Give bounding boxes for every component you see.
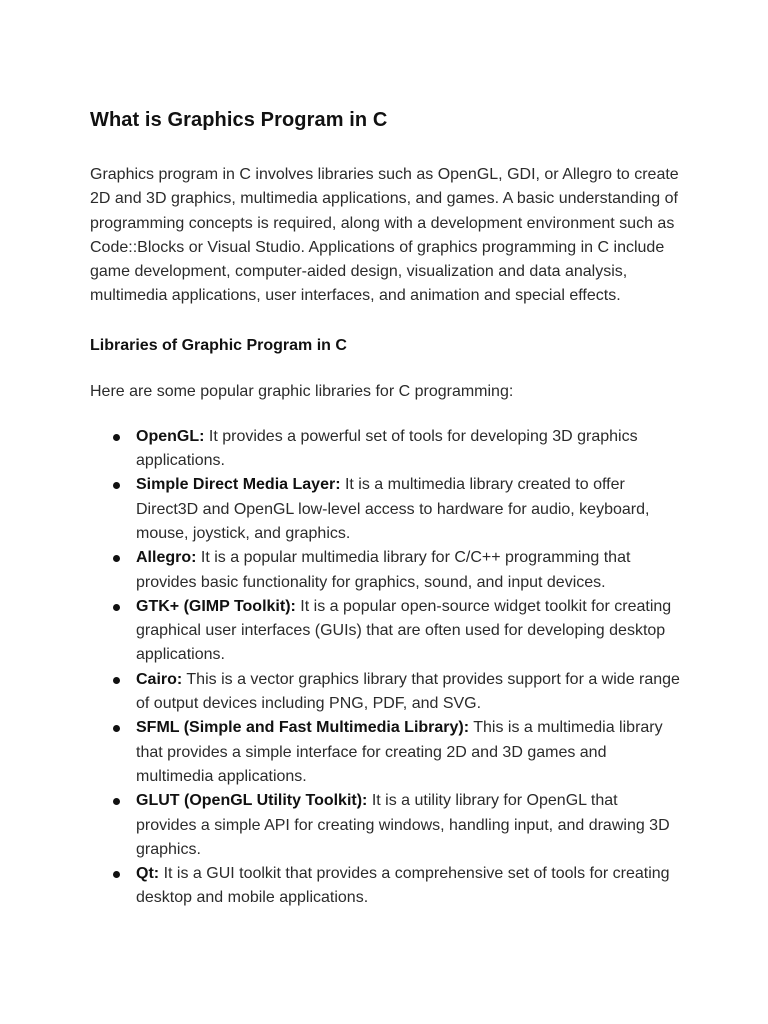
library-description: It is a multimedia library created to offer Direct3D and OpenGL low-level access to hardware for audio, keyboard, mouse, joystick, and graphics. <box>136 476 650 542</box>
library-description: It is a popular multimedia library for C/C++ programming that provides basic functionality for graphics, sound, and input devices. <box>136 549 631 591</box>
list-item <box>90 716 680 789</box>
list-item <box>90 862 680 911</box>
library-description: This is a vector graphics library that provides support for a wide range of output devices including PNG, PDF, and SVG. <box>136 670 680 713</box>
library-name: GLUT (OpenGL Utility Toolkit): <box>136 792 368 810</box>
list-item <box>90 473 680 546</box>
list-item <box>90 789 680 862</box>
bullet-icon <box>113 871 120 878</box>
library-name: Qt: <box>136 865 160 883</box>
library-name: SFML (Simple and Fast Multimedia Library): <box>136 719 470 737</box>
bullet-icon <box>113 555 120 562</box>
intro-paragraph: Graphics program in C involves libraries such as OpenGL, GDI, or Allegro to create 2D and 3D graphics, multimedia applications, and games. A basic understanding of programming concepts is required, along with a development environment such as Code::Blocks or Visual Studio. Applications of graphics programming in C include game development, computer-aided design, visualization and data analysis, multimedia applications, user interfaces, and animation and special effects. <box>90 166 679 305</box>
library-name: OpenGL: <box>136 427 205 445</box>
bullet-icon <box>113 604 120 611</box>
list-item <box>90 668 680 717</box>
list-item <box>90 425 680 474</box>
bullet-icon <box>113 434 120 441</box>
section-lead-paragraph: Here are some popular graphic libraries for C programming: <box>90 382 514 400</box>
library-description: This is a multimedia library that provides a simple interface for creating 2D and 3D games and multimedia applications. <box>136 719 663 785</box>
bullet-icon <box>113 677 120 684</box>
page-title: What is Graphics Program in C <box>90 109 388 131</box>
library-name: GTK+ (GIMP Toolkit): <box>136 597 296 615</box>
library-description: It is a GUI toolkit that provides a comprehensive set of tools for creating desktop and mobile applications. <box>136 865 670 907</box>
section-heading: Libraries of Graphic Program in C <box>90 336 347 354</box>
bullet-icon <box>113 725 120 732</box>
library-list <box>90 425 680 911</box>
library-description: It is a popular open-source widget toolkit for creating graphical user interfaces (GUIs) that are often used for developing desktop applications. <box>136 597 672 664</box>
bullet-icon <box>113 482 120 489</box>
library-name: Simple Direct Media Layer: <box>136 476 341 494</box>
library-name: Cairo: <box>136 670 183 688</box>
list-item <box>90 546 680 595</box>
library-description: It provides a powerful set of tools for developing 3D graphics applications. <box>136 427 638 470</box>
library-name: Allegro: <box>136 549 197 567</box>
bullet-icon <box>113 798 120 805</box>
list-item <box>90 595 680 668</box>
library-description: It is a utility library for OpenGL that provides a simple API for creating windows, handling input, and drawing 3D graphics. <box>136 792 670 858</box>
